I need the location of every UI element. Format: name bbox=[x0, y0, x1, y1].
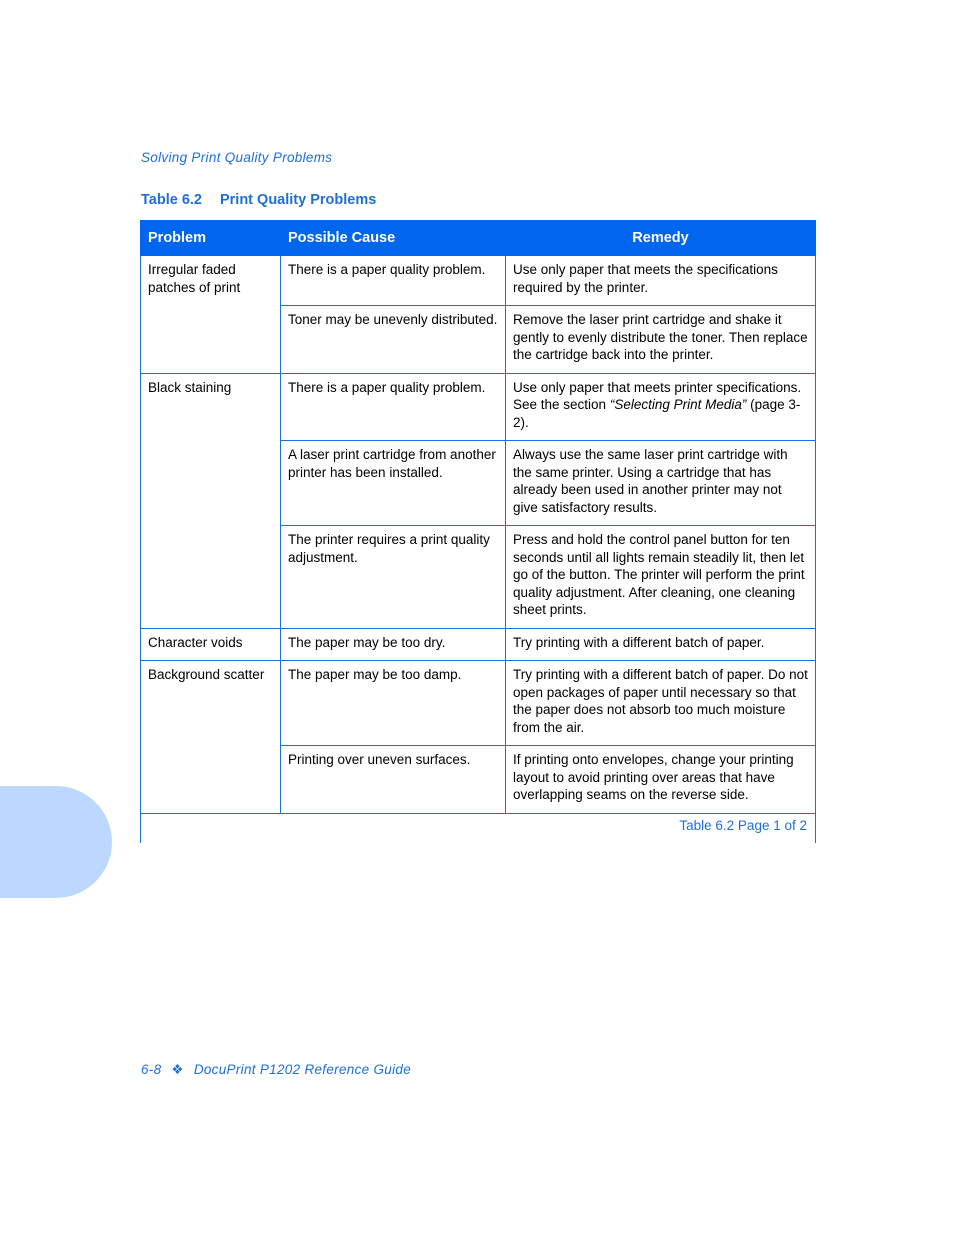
remedy-cell bbox=[506, 373, 816, 441]
problem-cell: Character voids bbox=[141, 628, 281, 661]
table-row bbox=[141, 256, 816, 306]
table-title: Print Quality Problems bbox=[219, 192, 377, 208]
column-header-cause: Possible Cause bbox=[281, 221, 506, 256]
remedy-cell: Press and hold the control panel button for ten seconds until all lights remain steadily lit, then let go of the button. The printer will perform the print quality adjustment. After cleaning, one cleaning sheet prints. bbox=[506, 526, 816, 629]
cause-cell: The paper may be too damp. bbox=[281, 661, 506, 746]
page-number: 6-8 bbox=[141, 1062, 162, 1077]
remedy-text: Use only paper that meets printer specifications. See the section bbox=[513, 379, 802, 412]
chapter-side-tab bbox=[0, 786, 112, 898]
table-number: Table 6.2 bbox=[141, 192, 202, 208]
problem-cell: Irregular faded patches of print bbox=[141, 256, 281, 374]
cause-cell: Toner may be unevenly distributed. bbox=[281, 306, 506, 374]
section-header: Solving Print Quality Problems bbox=[141, 150, 333, 165]
remedy-cell: If printing onto envelopes, change your printing layout to avoid printing over areas that have overlapping seams on the reverse side. bbox=[506, 746, 816, 814]
diamond-separator-icon: ❖ bbox=[171, 1062, 184, 1077]
table-header-row bbox=[141, 221, 816, 256]
remedy-reference: “Selecting Print Media” bbox=[609, 397, 747, 412]
cause-cell: Printing over uneven surfaces. bbox=[281, 746, 506, 814]
remedy-cell: Use only paper that meets the specifications required by the printer. bbox=[506, 256, 816, 306]
remedy-text: (page 3-2). bbox=[513, 397, 801, 430]
cause-cell: The paper may be too dry. bbox=[281, 628, 506, 661]
table-row bbox=[141, 661, 816, 746]
remedy-cell: Try printing with a different batch of paper. bbox=[506, 628, 816, 661]
remedy-cell: Remove the laser print cartridge and shake it gently to evenly distribute the toner. Then replace the cartridge back into the printer. bbox=[506, 306, 816, 374]
cause-cell: There is a paper quality problem. bbox=[281, 373, 506, 441]
table-caption bbox=[141, 192, 376, 208]
print-quality-table bbox=[140, 220, 816, 843]
column-header-problem: Problem bbox=[141, 221, 281, 256]
cause-cell: There is a paper quality problem. bbox=[281, 256, 506, 306]
page-footer bbox=[141, 1062, 411, 1078]
table-footer-row bbox=[141, 813, 816, 843]
cause-cell: The printer requires a print quality adjustment. bbox=[281, 526, 506, 629]
guide-title: DocuPrint P1202 Reference Guide bbox=[193, 1062, 412, 1077]
problem-cell: Black staining bbox=[141, 373, 281, 628]
column-header-remedy: Remedy bbox=[506, 221, 816, 256]
cause-cell: A laser print cartridge from another printer has been installed. bbox=[281, 441, 506, 526]
remedy-cell: Always use the same laser print cartridge with the same printer. Using a cartridge that has already been used in another printer may not give satisfactory results. bbox=[506, 441, 816, 526]
table-page-indicator: Table 6.2 Page 1 of 2 bbox=[141, 813, 816, 843]
table-row bbox=[141, 628, 816, 661]
problem-cell: Background scatter bbox=[141, 661, 281, 814]
table-row bbox=[141, 373, 816, 441]
remedy-cell: Try printing with a different batch of paper. Do not open packages of paper until necessary so that the paper does not absorb too much moisture from the air. bbox=[506, 661, 816, 746]
